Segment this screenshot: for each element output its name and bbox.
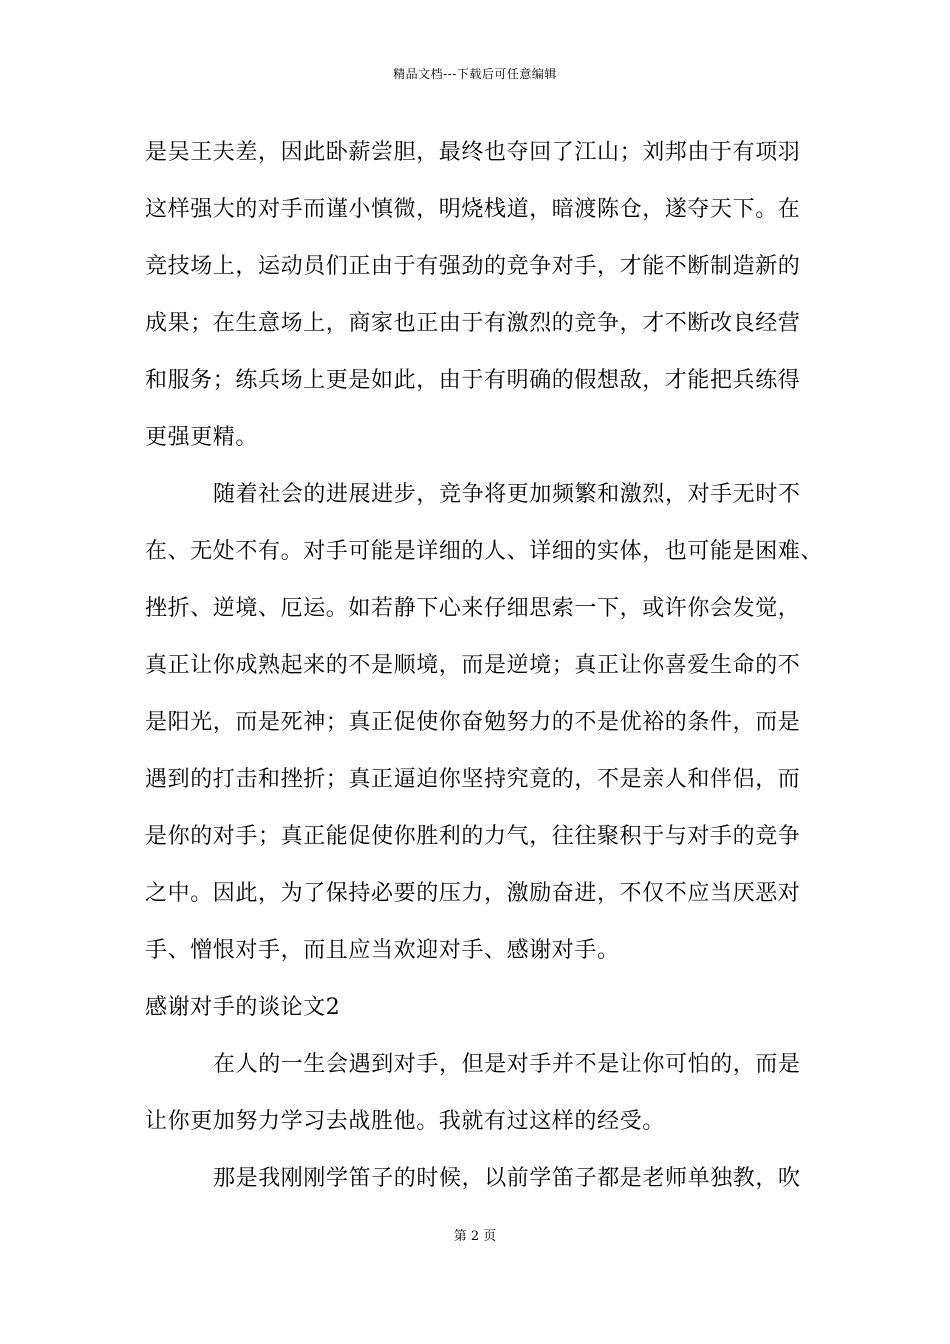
text-line: 这样强大的对手而谨小慎微，明烧栈道，暗渡陈仓，遂夺天下。在 — [145, 197, 801, 222]
page-number-suffix: 页 — [483, 1229, 497, 1244]
text-line: 随着社会的进展进步，竞争将更加频繁和激烈，对手无时不 — [213, 482, 801, 507]
text-line: 手、憎恨对手，而且应当欢迎对手、感谢对手。 — [145, 938, 620, 963]
paragraph — [145, 124, 815, 466]
text-line: 遇到的打击和挫折；真正逼迫你坚持究竟的，不是亲人和伴侣，而 — [145, 767, 801, 792]
section-heading: 感谢对手的谈论文2 — [145, 995, 341, 1020]
text-line: 挫折、逆境、厄运。如若静下心来仔细思索一下，或许你会发觉， — [145, 596, 801, 621]
text-line: 让你更加努力学习去战胜他。我就有过这样的经受。 — [145, 1109, 665, 1134]
text-line: 之中。因此，为了保持必要的压力，激励奋进，不仅不应当厌恶对 — [145, 881, 801, 906]
paragraph — [145, 1150, 815, 1207]
page-header: 精品文档---下载后可任意编辑 — [393, 67, 557, 81]
text-line: 在、无处不有。对手可能是详细的人、详细的实体，也可能是困难、 — [145, 539, 824, 564]
text-line: 更强更精。 — [145, 425, 259, 450]
page-footer — [0, 1228, 950, 1246]
page-number: 2 — [470, 1229, 480, 1244]
document-body — [145, 124, 824, 1207]
text-line: 是你的对手；真正能促使你胜利的力气，往往聚积于与对手的竞争 — [145, 824, 801, 849]
text-line: 是吴王夫差，因此卧薪尝胆，最终也夺回了江山；刘邦由于有项羽 — [145, 140, 801, 165]
text-line: 竞技场上，运动员们正由于有强劲的竞争对手，才能不断制造新的 — [145, 254, 801, 279]
text-line: 那是我刚刚学笛子的时候，以前学笛子都是老师单独教，吹 — [213, 1166, 801, 1191]
text-line: 成果；在生意场上，商家也正由于有激烈的竞争，才不断改良经营 — [145, 311, 801, 336]
text-line: 和服务；练兵场上更是如此，由于有明确的假想敌，才能把兵练得 — [145, 368, 801, 393]
text-line: 是阳光，而是死神；真正促使你奋勉努力的不是优裕的条件，而是 — [145, 710, 801, 735]
text-line: 真正让你成熟起来的不是顺境，而是逆境；真正让你喜爱生命的不 — [145, 653, 801, 678]
page-number-prefix: 第 — [453, 1229, 467, 1244]
paragraph — [145, 466, 824, 979]
paragraph — [145, 1036, 815, 1150]
text-line: 在人的一生会遇到对手，但是对手并不是让你可怕的，而是 — [213, 1052, 801, 1077]
